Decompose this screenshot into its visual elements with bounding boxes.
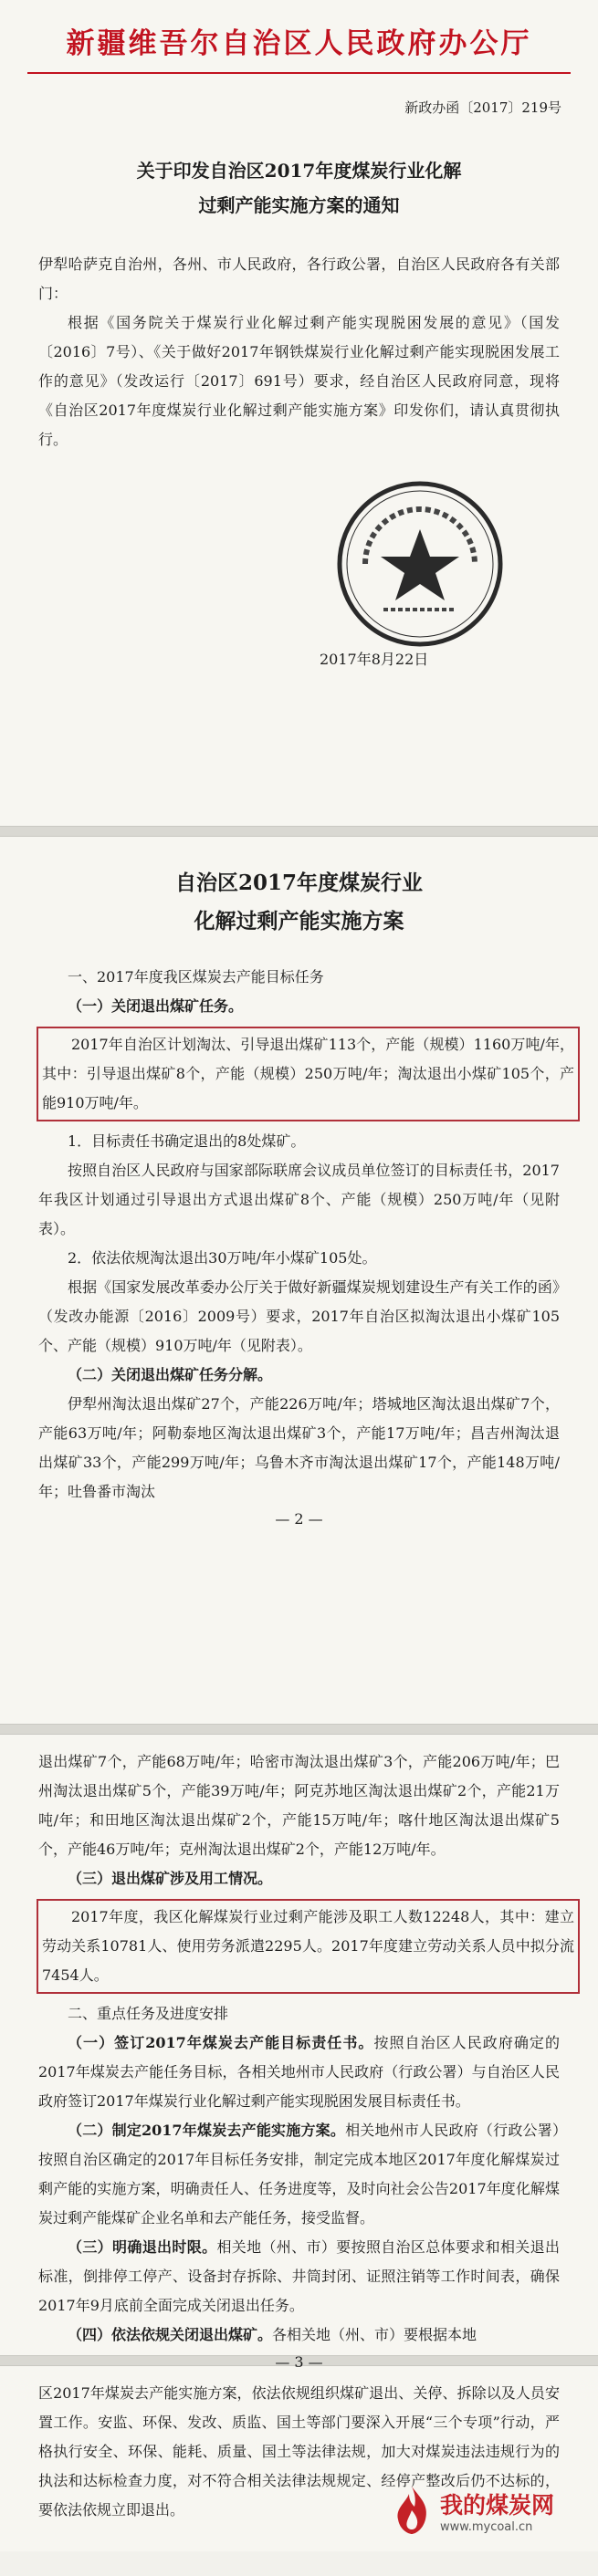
section-heading-1: 一、2017年度我区煤炭去产能目标任务 bbox=[68, 968, 324, 986]
plan-title bbox=[0, 864, 598, 941]
item-2-body: 根据《国家发展改革委办公厅关于做好新疆煤炭规划建设生产有关工作的函》（发改办能源〔2016〕2009号）要求，2017年自治区拟淘汰退出小煤矿105个、产能（规模）910万吨/年（见附表）。 bbox=[38, 1278, 560, 1354]
task-4-body: 各相关地（州、市）要根据本地 bbox=[272, 2326, 477, 2343]
breakdown-body: 伊犁州淘汰退出煤矿27个，产能226万吨/年；塔城地区淘汰退出煤矿7个，产能63万吨/年；阿勒泰地区淘汰退出煤矿3个，产能17万吨/年；昌吉州淘汰退出煤矿33个，产能299万吨/年；乌鲁木齐市淘汰退出煤矿17个，产能148万吨/年；吐鲁番市淘汰 bbox=[38, 1395, 560, 1500]
task-1-label: （一）签订2017年煤炭去产能目标责任书。 bbox=[68, 2034, 374, 2051]
item-1-body: 按照自治区人民政府与国家部际联席会议成员单位签订的目标责任书，2017年我区计划通过引导退出方式退出煤矿8个、产能（规模）250万吨/年（见附表）。 bbox=[38, 1162, 560, 1237]
task-1-body: 按照自治区人民政府确定的2017年煤炭去产能任务目标，各相关地州市人民政府（行政公署）与自治区人民政府签订2017年煤炭行业化解过剩产能实现脱困发展目标责任书。 bbox=[38, 2034, 560, 2110]
issue-date: 2017年8月22日 bbox=[320, 651, 429, 668]
task-4 bbox=[38, 2320, 560, 2350]
item-2-heading: 2．依法依规淘汰退出30万吨/年小煤矿105处。 bbox=[68, 1249, 377, 1267]
task-3-body: 相关地（州、市）要按照自治区总体要求和相关退出标准，倒排停工停产、设备封存拆除、井筒封闭、证照注销等工作时间表，确保2017年9月底前全面完成关闭退出任务。 bbox=[38, 2238, 560, 2314]
task-2 bbox=[38, 2116, 560, 2233]
task-4-continued: 区2017年煤炭去产能实施方案，依法依规组织煤矿退出、关停、拆除以及人员安置工作。安监、环保、发改、质监、国土等部门要深入开展“三个专项”行动，严格执行安全、环保、能耗、质量、国土等法律法规，加大对煤炭违法违规行为的执法和达标检查力度，对不符合相关法律法规规定、经停产整改后仍不达标的，要依法依规立即退出。 bbox=[38, 2384, 560, 2519]
red-divider-rule bbox=[27, 72, 571, 74]
plan-title-line2: 化解过剩产能实施方案 bbox=[194, 909, 404, 933]
highlight-box-workers: 2017年度，我区化解煤炭行业过剩产能涉及职工人数12248人，其中：建立劳动关系10781人、使用劳务派遣2295人。2017年度建立劳动关系人员中拟分流7454人。 bbox=[37, 1899, 580, 1994]
subheading-3: （三）退出煤矿涉及用工情况。 bbox=[68, 1870, 273, 1887]
issuing-org-headline: 新疆维吾尔自治区人民政府办公厅 bbox=[66, 27, 532, 60]
page-one bbox=[0, 0, 598, 826]
task-1 bbox=[38, 2028, 560, 2116]
page-number-2: — 2 — bbox=[275, 1510, 323, 1528]
notice-title-line2: 过剩产能实施方案的通知 bbox=[198, 194, 400, 216]
page-divider bbox=[0, 826, 598, 837]
item-1-heading: 1．目标责任书确定退出的8处煤矿。 bbox=[68, 1132, 306, 1150]
page-four bbox=[0, 2366, 598, 2576]
page-two bbox=[0, 864, 598, 1724]
official-seal-icon bbox=[329, 473, 511, 655]
seal-area bbox=[0, 454, 598, 668]
page-three bbox=[0, 1735, 598, 2371]
subheading-2: （二）关闭退出煤矿任务分解。 bbox=[68, 1366, 273, 1383]
watermark-site-name: 我的煤炭网 bbox=[440, 2491, 555, 2519]
breakdown-continued: 退出煤矿7个，产能68万吨/年；哈密市淘汰退出煤矿3个，产能206万吨/年；巴州淘汰退出煤矿5个，产能39万吨/年；阿克苏地区淘汰退出煤矿2个，产能21万吨/年；和田地区淘汰退出煤矿2个，产能15万吨/年；喀什地区淘汰退出煤矿5个，产能46万吨/年；克州淘汰退出煤矿2个，产能12万吨/年。 bbox=[38, 1753, 560, 1858]
notice-body: 根据《国务院关于煤炭行业化解过剩产能实现脱困发展的意见》（国发〔2016〕7号）、《关于做好2017年钢铁煤炭行业化解过剩产能实现脱困发展工作的意见》（发改运行〔2017〕691号）要求，经自治区人民政府同意，现将《自治区2017年度煤炭行业化解过剩产能实施方案》印发你们，请认真贯彻执行。 bbox=[38, 314, 560, 448]
watermark-url: www.mycoal.cn bbox=[440, 2519, 533, 2534]
task-4-label: （四）依法依规关闭退出煤矿。 bbox=[68, 2326, 273, 2343]
subheading-1: （一）关闭退出煤矿任务。 bbox=[68, 997, 244, 1015]
task-2-body: 相关地州市人民政府（行政公署）按照自治区确定的2017年目标任务安排，制定完成本地区2017年度化解煤炭过剩产能的实施方案，明确责任人、任务进度等，及时向社会公告2017年度化解煤炭过剩产能煤矿企业名单和去产能任务，接受监督。 bbox=[38, 2122, 560, 2227]
task-2-label: （二）制定2017年煤炭去产能实施方案。 bbox=[68, 2122, 346, 2139]
plan-title-line1: 自治区2017年度煤炭行业 bbox=[174, 871, 423, 895]
task-3-label: （三）明确退出时限。 bbox=[68, 2238, 217, 2256]
page-divider bbox=[0, 1724, 598, 1735]
recipients: 伊犁哈萨克自治州，各州、市人民政府，各行政公署，自治区人民政府各有关部门： bbox=[38, 256, 560, 302]
page-number-3: — 3 — bbox=[275, 2353, 323, 2371]
site-watermark bbox=[389, 2482, 585, 2539]
section-heading-2: 二、重点任务及进度安排 bbox=[68, 2005, 229, 2022]
watermark-text bbox=[440, 2487, 554, 2534]
task-3 bbox=[38, 2233, 560, 2320]
flame-logo-icon bbox=[389, 2485, 435, 2536]
notice-title-line1: 关于印发自治区2017年度煤炭行业化解 bbox=[136, 160, 462, 182]
notice-title bbox=[0, 153, 598, 223]
document-number: 新政办函〔2017〕219号 bbox=[404, 99, 561, 116]
highlight-box-targets: 2017年自治区计划淘汰、引导退出煤矿113个，产能（规模）1160万吨/年，其中：引导退出煤矿8个，产能（规模）250万吨/年；淘汰退出小煤矿105个，产能910万吨/年。 bbox=[37, 1027, 580, 1121]
